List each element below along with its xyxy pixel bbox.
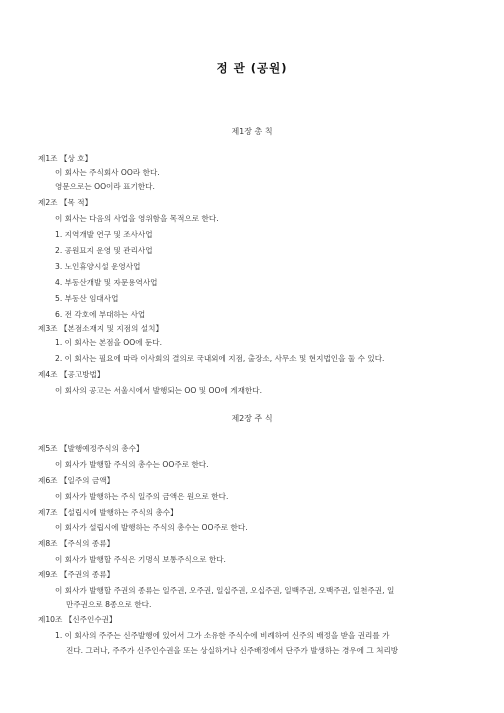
- article-text: 이 회사가 발행할 주식의 총수는 OO주로 한다.: [55, 460, 209, 469]
- article-heading: 제5조 【발행예정주식의 총수】: [38, 444, 144, 453]
- article-heading: 제7조 【설립시에 발행하는 주식의 총수】: [38, 508, 178, 517]
- chapter-heading: 제1장 총 칙: [231, 127, 273, 136]
- article-text: 이 회사가 발행할 주식은 기명식 보통주식으로 한다.: [55, 555, 226, 564]
- list-item: 2. 이 회사는 필요에 따라 이사회의 결의로 국내외에 지점, 출장소, 사무소 및 현지법인을 둘 수 있다.: [55, 354, 385, 363]
- article-text: 이 회사의 공고는 서울시에서 발행되는 OO 및 OO에 게재한다.: [55, 386, 263, 395]
- list-item: 1. 이 회사는 본점을 OO에 둔다.: [55, 338, 163, 347]
- article-heading: 제8조 【주식의 종류】: [38, 539, 115, 548]
- list-item: 5. 부동산 임대사업: [55, 294, 119, 303]
- document-title: 정 관 (공원): [216, 61, 288, 75]
- list-item: 1. 지역개발 연구 및 조사사업: [55, 230, 153, 239]
- article-text: 이 회사가 발행할 주권의 종류는 일주권, 오주권, 일십주권, 오십주권, 일백주권, 오백주권, 일천주권, 일: [55, 586, 395, 595]
- article-text: 이 회사가 설립시에 발행하는 주식의 총수는 OO주로 한다.: [55, 523, 248, 532]
- article-text: 영문으로는 OO이라 표기한다.: [55, 182, 155, 191]
- list-item: 1. 이 회사의 주주는 신주발행에 있어서 그가 소유한 주식수에 비례하여 신주의 배정을 받을 권리를 가: [55, 631, 390, 640]
- article-heading: 제10조 【신주인수권】: [38, 615, 117, 624]
- chapter-heading: 제2장 주 식: [231, 414, 273, 423]
- list-item: 3. 노인휴양시설 운영사업: [55, 262, 141, 271]
- article-text: 이 회사는 주식회사 OO라 한다.: [55, 168, 160, 177]
- article-heading: 제4조 【공고방법】: [38, 370, 105, 379]
- article-heading: 제1조 【상 호】: [38, 154, 93, 163]
- article-heading: 제2조 【목 적】: [38, 198, 93, 207]
- list-item: 4. 부동산개발 및 자문용역사업: [55, 278, 158, 287]
- article-heading: 제6조 【일주의 금액】: [38, 476, 115, 485]
- list-item: 6. 전 각호에 부대하는 사업: [55, 310, 146, 319]
- article-text: 이 회사가 발행하는 주식 일주의 금액은 원으로 한다.: [55, 492, 229, 501]
- list-item: 2. 공원묘지 운영 및 관리사업: [55, 246, 153, 255]
- article-text: 이 회사는 다음의 사업을 영위함을 목적으로 한다.: [55, 214, 219, 223]
- article-heading: 제3조 【본점소재지 및 지점의 설치】: [38, 324, 164, 333]
- list-item: 진다. 그러나, 주주가 신주인수권을 또는 상실하거나 신주배정에서 단주가 발생하는 경우에 그 처리방: [66, 646, 399, 655]
- article-text: 만주권으로 8종으로 한다.: [66, 600, 152, 609]
- article-heading: 제9조 【주권의 종류】: [38, 570, 115, 579]
